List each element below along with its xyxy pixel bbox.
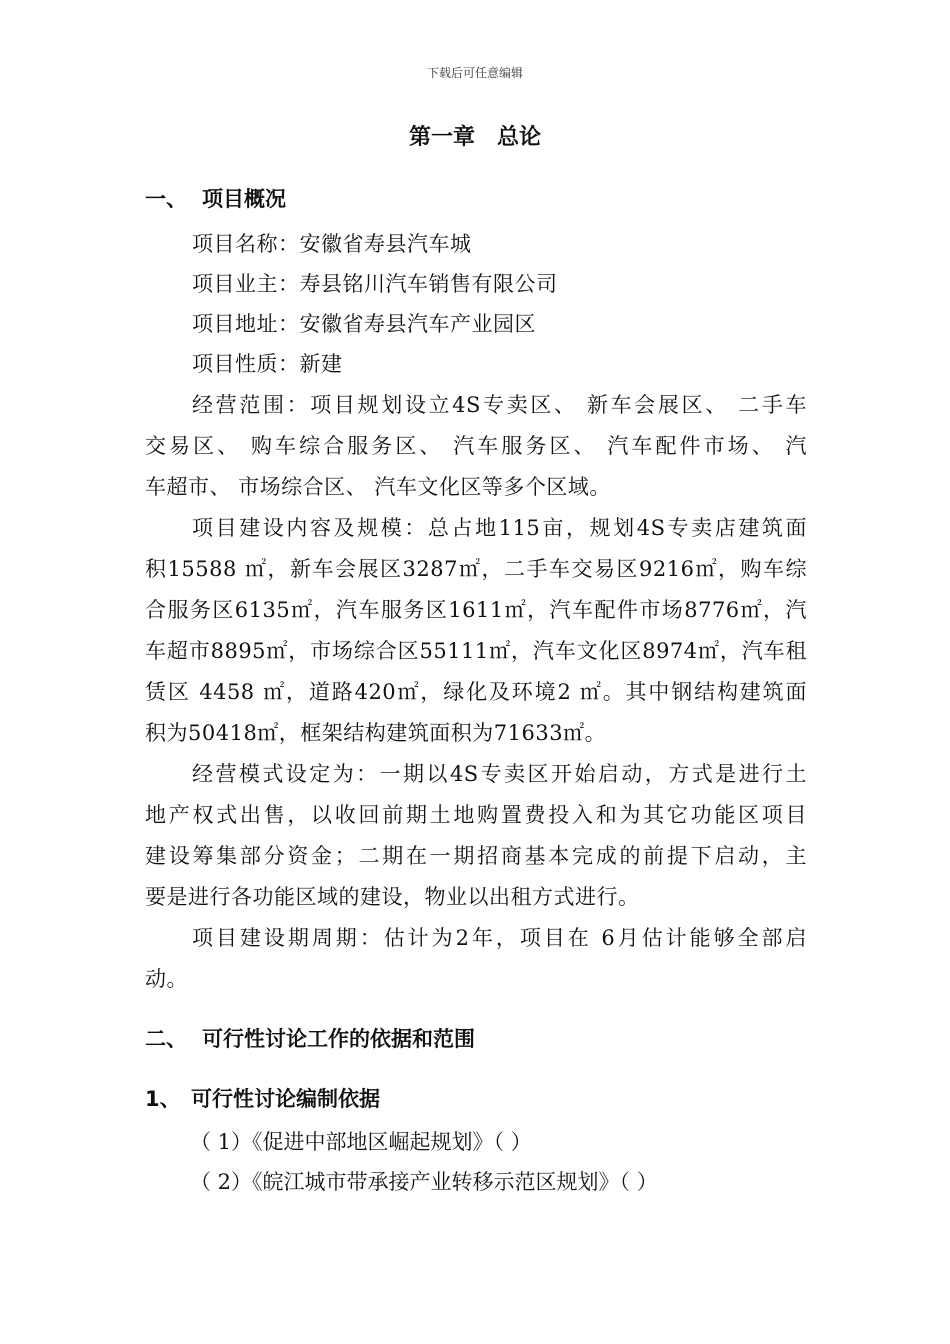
scale-line: 赁区 4458 ㎡，道路420㎡，绿化及环境2 ㎡。其中钢结构建筑面 [145, 680, 807, 704]
subsection-heading-basis [145, 1083, 380, 1113]
project-address-line: 项目地址：安徽省寿县汽车产业园区 [192, 312, 536, 336]
chapter-number: 第一章 [408, 125, 475, 150]
section-heading-basis [145, 1023, 475, 1053]
reference-item: （ 1）《促进中部地区崛起规划》（ ） [190, 1130, 532, 1154]
section-number: 二、 [145, 1027, 187, 1051]
scope-line: 车超市、 市场综合区、 汽车文化区等多个区域。 [145, 475, 611, 499]
project-name-line: 项目名称：安徽省寿县汽车城 [192, 232, 472, 256]
chapter-title [0, 120, 950, 151]
section-heading-overview [145, 183, 286, 213]
scale-line: 积15588 ㎡，新车会展区3287㎡，二手车交易区9216㎡，购车综 [145, 557, 807, 581]
project-nature-line: 项目性质：新建 [192, 352, 343, 376]
subsection-number: 1、 [145, 1087, 181, 1111]
mode-line: 要是进行各功能区域的建设，物业以出租方式进行。 [145, 885, 640, 909]
scale-line: 积为50418㎡，框架结构建筑面积为71633㎡。 [145, 721, 607, 745]
scope-line: 交易区、 购车综合服务区、 汽车服务区、 汽车配件市场、 汽 [145, 434, 807, 458]
project-owner-line: 项目业主：寿县铭川汽车销售有限公司 [192, 272, 558, 296]
period-line: 项目建设期周期：估计为2年，项目在 6月估计能够全部启 [192, 926, 807, 950]
scope-line: 经营范围：项目规划设立4S专卖区、 新车会展区、 二手车 [192, 393, 807, 417]
scale-line: 合服务区6135㎡，汽车服务区1611㎡，汽车配件市场8776㎡，汽 [145, 598, 807, 622]
scale-line: 车超市8895㎡，市场综合区55111㎡，汽车文化区8974㎡，汽车租 [145, 639, 807, 663]
mode-line: 经营模式设定为：一期以4S专卖区开始启动，方式是进行土 [192, 762, 807, 786]
mode-line: 地产权式出售，以收回前期土地购置费投入和为其它功能区项目 [145, 803, 807, 827]
scale-line: 项目建设内容及规模：总占地115亩，规划4S专卖店建筑面 [192, 516, 807, 540]
mode-line: 建设筹集部分资金；二期在一期招商基本完成的前提下启动，主 [145, 844, 807, 868]
subsection-title: 可行性讨论编制依据 [191, 1087, 380, 1111]
period-line: 动。 [145, 967, 188, 991]
section-number: 一、 [145, 187, 187, 211]
reference-item: （ 2）《皖江城市带承接产业转移示范区规划》（ ） [190, 1170, 658, 1194]
page-header: 下载后可任意编辑 [426, 66, 523, 80]
chapter-name: 总论 [497, 125, 542, 150]
section-title: 可行性讨论工作的依据和范围 [202, 1027, 475, 1051]
section-title: 项目概况 [202, 187, 286, 211]
